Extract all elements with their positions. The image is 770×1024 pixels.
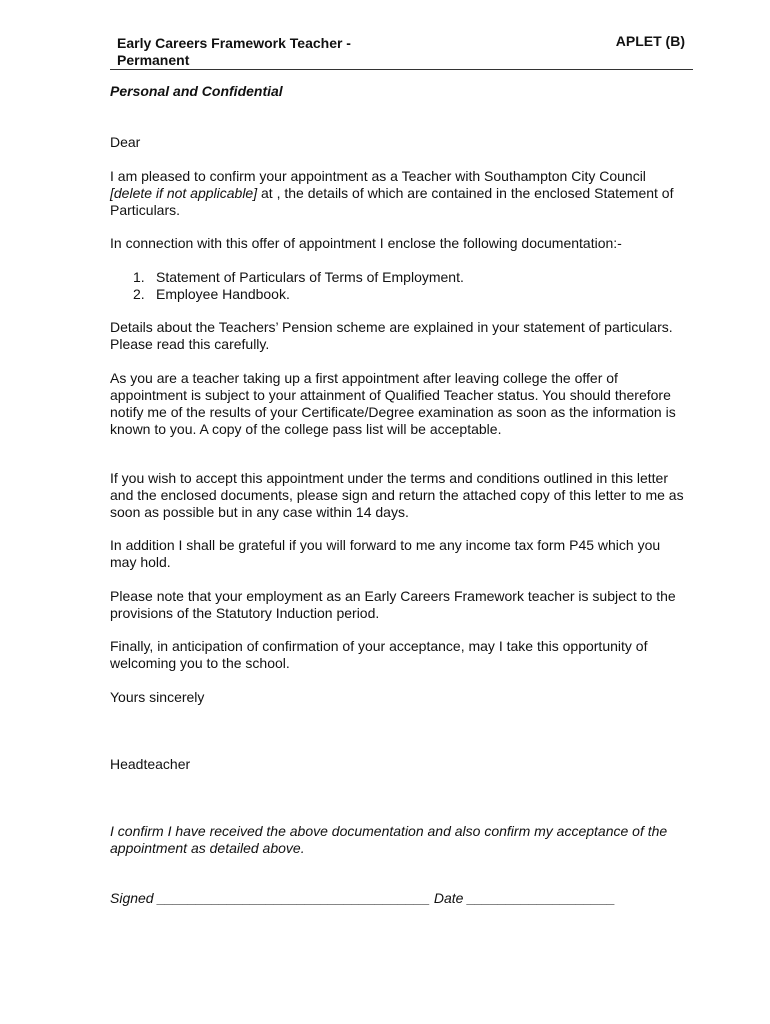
salutation: Dear: [110, 134, 141, 150]
document-header: [110, 33, 693, 70]
documents-list: [110, 269, 670, 303]
list-item-number: 2.: [133, 286, 145, 302]
paragraph-acceptance: If you wish to accept this appointment under the terms and conditions outlined in this letter and the enclosed documents, please sign and return the attached copy of this letter to me as soon as possible but in any case within 14 days.: [110, 470, 684, 520]
paragraph-welcome: Finally, in anticipation of confirmation of your acceptance, may I take this opportunity of welcoming you to the school.: [110, 638, 648, 671]
list-item: [110, 286, 670, 303]
list-item-text: Employee Handbook.: [156, 286, 290, 302]
paragraph-qualified-status: As you are a teacher taking up a first appointment after leaving college the offer of appointment is subject to your attainment of Qualified Teacher status. You should therefore notify me of the results of your Certificate/Degree examination as soon as the information is known to you. A copy of the college pass list will be acceptable.: [110, 370, 676, 437]
paragraph-appointment-part1: I am pleased to confirm your appointment as a Teacher with Southampton City Council: [110, 168, 646, 184]
paragraph-appointment: [110, 168, 690, 219]
closing: Yours sincerely: [110, 689, 205, 705]
list-item-text: Statement of Particulars of Terms of Employment.: [156, 269, 464, 285]
list-item: [110, 269, 670, 286]
paragraph-p45: In addition I shall be grateful if you will forward to me any income tax form P45 which you may hold.: [110, 537, 661, 570]
signature-line: Signed ___________________________________ Date ___________________: [110, 890, 616, 906]
paragraph-induction: Please note that your employment as an Early Careers Framework teacher is subject to the provisions of the Statutory Induction period.: [110, 588, 676, 621]
paragraph-documentation: In connection with this offer of appointment I enclose the following documentation:-: [110, 235, 622, 251]
signatory: Headteacher: [110, 756, 191, 772]
confirmation-statement: I confirm I have received the above documentation and also confirm my acceptance of the appointment as detailed above.: [110, 823, 668, 856]
document-code: APLET (B): [615, 33, 685, 49]
confidential-label: Personal and Confidential: [110, 83, 283, 99]
delete-note: [delete if not applicable]: [110, 185, 258, 201]
paragraph-pension: Details about the Teachers’ Pension scheme are explained in your statement of particulars. Please read this carefully.: [110, 319, 673, 352]
document-title: Early Careers Framework Teacher - Permanent: [117, 35, 351, 68]
paragraph-appointment-part2: at , the details of which are contained in the enclosed Statement of Particulars.: [110, 185, 674, 218]
list-item-number: 1.: [133, 269, 145, 285]
